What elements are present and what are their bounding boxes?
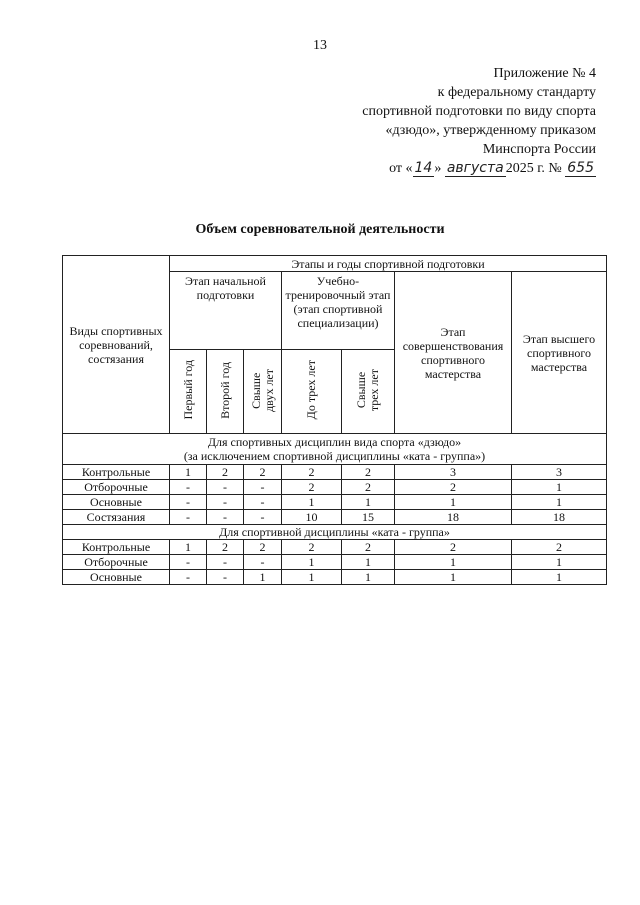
document-title: Объем соревновательной деятельности (195, 222, 445, 237)
table-cell: 2 (207, 465, 244, 480)
year-label: Первый год (180, 360, 195, 420)
table-cell: 18 (395, 510, 512, 525)
row-label: Контрольные (63, 465, 170, 480)
table-cell: - (244, 555, 282, 570)
table-cell: 1 (395, 570, 512, 585)
table-cell: 2 (244, 465, 282, 480)
table-cell: 1 (395, 555, 512, 570)
table-cell: - (207, 570, 244, 585)
section-title-cell (63, 434, 607, 465)
table-row (63, 510, 607, 525)
table-cell: - (170, 480, 207, 495)
page-number: 13 (313, 38, 327, 53)
year-label: Свыше двух лет (248, 368, 276, 412)
table-cell: 2 (395, 540, 512, 555)
appendix-line: Приложение № 4 (493, 66, 596, 81)
row-label: Отборочные (63, 555, 170, 570)
order-reference (326, 159, 596, 178)
year-label: Свыше трех лет (354, 368, 381, 412)
year-label: Второй год (217, 361, 232, 419)
table-cell: 15 (342, 510, 395, 525)
table-cell: 2 (282, 480, 342, 495)
table-cell: - (207, 480, 244, 495)
table-cell: 1 (395, 495, 512, 510)
table-cell: 1 (170, 540, 207, 555)
table-cell: 1 (512, 480, 607, 495)
handwritten-month: августа (446, 160, 504, 176)
table-cell: 1 (282, 555, 342, 570)
appendix-line: к федеральному стандарту (437, 85, 596, 100)
table-row (63, 570, 607, 585)
table-cell: 2 (282, 540, 342, 555)
row-label: Контрольные (63, 540, 170, 555)
year-header-up-to-three (282, 350, 342, 434)
table-cell: 3 (512, 465, 607, 480)
order-year: 2025 г. № (505, 161, 562, 176)
table-cell: 2 (282, 465, 342, 480)
handwritten-day: 14 (414, 160, 433, 176)
order-prefix: от « (389, 161, 413, 176)
table-cell: 2 (342, 480, 395, 495)
table-cell: 2 (512, 540, 607, 555)
appendix-block (326, 64, 596, 178)
year-header-second (207, 350, 244, 434)
table-cell: 1 (342, 495, 395, 510)
appendix-line: Минспорта России (482, 142, 596, 157)
stage-initial-header: Этап начальной подготовки (170, 272, 282, 350)
table-cell: 1 (512, 495, 607, 510)
table-cell: - (207, 555, 244, 570)
appendix-line: «дзюдо», утвержденному приказом (385, 123, 596, 138)
table-cell: 1 (512, 555, 607, 570)
table-cell: - (244, 510, 282, 525)
section-title-line: (за исключением спортивной дисциплины «ката - группа») (183, 449, 486, 463)
table-cell: - (207, 495, 244, 510)
stage-improvement-header: Этап совершенствования спортивного мастерства (395, 272, 512, 434)
table-cell: 1 (342, 570, 395, 585)
table-cell: 10 (282, 510, 342, 525)
table-row (63, 540, 607, 555)
table-cell: - (244, 495, 282, 510)
table-cell: 1 (512, 570, 607, 585)
table-cell: 1 (244, 570, 282, 585)
order-mid: » (434, 161, 442, 176)
table-cell: 2 (342, 540, 395, 555)
table-cell: 1 (342, 555, 395, 570)
year-header-over-two (244, 350, 282, 434)
row-label: Состязания (63, 510, 170, 525)
table-cell: 1 (282, 495, 342, 510)
table-cell: 2 (244, 540, 282, 555)
table-cell: 2 (207, 540, 244, 555)
table-cell: 18 (512, 510, 607, 525)
row-header-cell: Виды спортивных соревнований, состязания (63, 256, 170, 434)
table-row (63, 465, 607, 480)
table-cell: - (170, 510, 207, 525)
table-cell: - (170, 570, 207, 585)
table-cell: - (207, 510, 244, 525)
table-cell: 2 (342, 465, 395, 480)
table-row (63, 495, 607, 510)
row-label: Отборочные (63, 480, 170, 495)
competition-volume-table (62, 255, 607, 585)
stage-highest-header: Этап высшего спортивного мастерства (512, 272, 607, 434)
table-cell: - (170, 555, 207, 570)
table-cell: - (244, 480, 282, 495)
appendix-line: спортивной подготовки по виду спорта (362, 104, 596, 119)
table-cell: 2 (395, 480, 512, 495)
year-header-over-three (342, 350, 395, 434)
year-label: До трех лет (304, 360, 318, 420)
table-cell: 1 (282, 570, 342, 585)
stages-header-cell: Этапы и годы спортивной подготовки (170, 256, 607, 272)
table-row (63, 480, 607, 495)
handwritten-number: 655 (567, 160, 594, 176)
row-label: Основные (63, 495, 170, 510)
table-cell: 1 (170, 465, 207, 480)
table-cell: 3 (395, 465, 512, 480)
year-header-first (170, 350, 207, 434)
table-row (63, 555, 607, 570)
section-title-cell: Для спортивной дисциплины «ката - группа» (63, 525, 607, 540)
table-cell: - (170, 495, 207, 510)
stage-training-header: Учебно-тренировочный этап (этап спортивной специализации) (282, 272, 395, 350)
row-label: Основные (63, 570, 170, 585)
section-title-line: Для спортивных дисциплин вида спорта «дзюдо» (207, 435, 462, 449)
